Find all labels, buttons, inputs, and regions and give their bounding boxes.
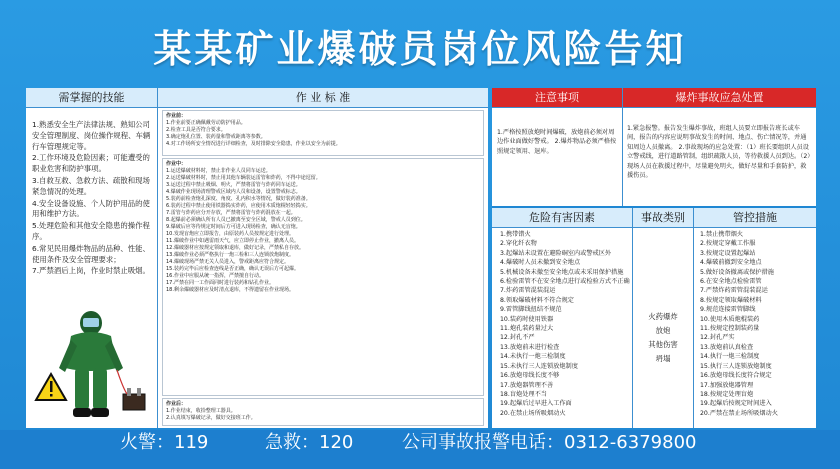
accident-type-item: 其他伤害 <box>648 340 678 349</box>
during-work-item: 5.装药前检查炮孔深度、角度、孔内积水等情况，做好装药准备。 <box>166 196 311 202</box>
controls-header <box>694 208 816 228</box>
accident-type-item: 火药爆炸 <box>648 312 678 321</box>
work-standard-header <box>158 88 488 108</box>
skill-item: 6.常见民用爆炸物品的品种、性能、使用条件及安全管理要求； <box>32 243 150 264</box>
accident-type-list <box>635 310 691 366</box>
post-work-label: 作业后： <box>166 401 187 407</box>
control-list <box>700 230 812 418</box>
hazard-item: 18.盲炮处理不当 <box>500 390 547 398</box>
control-item: 19.起爆后按规定时间进入 <box>700 400 772 408</box>
skill-item: 4.安全设备设施、个人防护用品的使用和维护方法。 <box>32 198 150 219</box>
during-work-item: 3.运送过程中禁止吸烟、明火，严禁将雷管与炸药同车运送。 <box>166 182 301 188</box>
control-item: 10.使用木质炮棍装药 <box>700 315 760 323</box>
during-work-item: 13.爆破作业必须严格执行一炮三检和三人连锁放炮制度。 <box>166 252 294 258</box>
hazard-item: 7.炸药雷管混装混运 <box>500 287 556 295</box>
control-item: 1.禁止携带烟火 <box>700 231 744 238</box>
detonator-box-icon <box>117 370 145 410</box>
control-item: 6.在安全地点检验雷管 <box>700 278 762 286</box>
during-work-label: 作业中： <box>166 161 187 167</box>
pre-work-list <box>166 120 480 148</box>
emergency-text: 1.紧急报警。报告发生爆炸事故，班组人员要立即报告班长或车间，报告的内容应说明事故发生的时间、地点、伤亡情况等，并通知周边人员撤离。 2.事故现场的应急处置：（1）班长要组织人员设立警戒线，进行道路管制，组织疏散人员，等待救援人员到达。（2）现场人员在救援过程中，尽量避免明火，做好尽量和手套防护，救援伤员。 <box>627 125 811 180</box>
right-panel <box>492 88 816 428</box>
during-work-item: 12.爆破器材应按规定领取和退库，做好记录，严禁私自存放。 <box>166 245 304 251</box>
skills-panel <box>26 88 488 428</box>
skill-item: 3.自救互救、急救方法、疏散和现场紧急情况的处理。 <box>32 175 150 196</box>
control-item: 4.爆破前撤到安全地点 <box>700 259 762 267</box>
post-work-list <box>166 408 480 422</box>
hazard-item: 19.起爆后过早进入工作面 <box>500 400 572 408</box>
during-work-item: 9.爆破后应等待规定时间后方可进入现场检查，确认无盲炮。 <box>166 224 301 230</box>
hazard-item: 8.领取爆破材料不符合规定 <box>500 296 574 304</box>
accident-type-header-label: 事故类别 <box>641 211 685 224</box>
during-work-item: 15.装药完毕后应检查连线是否正确，确认无误后方可起爆。 <box>166 266 299 272</box>
controls-header-label: 管控措施 <box>733 211 777 224</box>
pre-work-item: 1.作业前要正确佩戴劳动防护用品。 <box>166 120 246 126</box>
control-item: 15.执行三人连锁放炮制度 <box>700 362 772 370</box>
control-item: 7.严禁炸药雷管混装混运 <box>700 287 768 295</box>
skills-header-label: 需掌握的技能 <box>58 91 125 104</box>
pre-work-label: 作业前： <box>166 113 187 119</box>
hazard-item: 2.穿化纤衣物 <box>500 240 537 248</box>
during-work-list <box>166 168 480 294</box>
notes-header-label: 注意事项 <box>535 91 579 104</box>
fire-hotline: 火警：119 <box>120 432 209 453</box>
pre-work-item: 2.检查工具是否符合要求。 <box>166 127 226 133</box>
company-report-hotline: 公司事故报警电话：0312-6379800 <box>402 432 697 453</box>
post-work-box <box>162 398 484 426</box>
accident-type-item: 放炮 <box>655 326 671 335</box>
during-work-item: 1.运送爆破材料时，禁止非作业人员同车运送。 <box>166 168 271 174</box>
during-work-item: 8.起爆前必须确认所有人员已撤离至安全区域，警戒人员到位。 <box>166 217 306 223</box>
control-item: 14.执行一炮三检制度 <box>700 353 760 361</box>
control-item: 20.严禁在禁止场所吸烟动火 <box>700 409 778 417</box>
skills-header <box>26 88 157 108</box>
post-work-item: 2.认真填写爆破记录，做好交接班工作。 <box>166 415 256 421</box>
hazard-item: 9.雷管脚线扭结不规范 <box>500 306 562 314</box>
hazard-item: 1.携带错火 <box>500 231 531 238</box>
during-work-item: 7.雷管与炸药应分开存放，严禁将雷管与炸药混放在一起。 <box>166 210 296 216</box>
control-item: 9.规范连接雷管脚线 <box>700 306 756 314</box>
during-work-item: 14.爆破现场严禁无关人员进入，警戒距离应符合规定。 <box>166 259 289 265</box>
control-item: 13.放炮前认真检查 <box>700 343 754 351</box>
pre-work-item: 4.对工作场所安全情况进行详细检查，及时排除安全隐患，作业以安全为前提。 <box>166 141 341 147</box>
during-work-item: 16.作业中应服从统一指挥，严禁擅自行动。 <box>166 273 264 279</box>
control-item: 16.放炮母线长度符合规定 <box>700 372 772 380</box>
during-work-item: 6.装药过程中禁止使用铁器捣实炸药，应使用木质炮棍轻轻捣实。 <box>166 203 311 209</box>
bomb-suit-worker-icon <box>31 310 151 425</box>
emergency-header-label: 爆炸事故应急处置 <box>675 91 764 104</box>
skill-item: 5.处理危险和其他安全隐患的操作程序。 <box>32 221 150 241</box>
hazard-item: 10.装药时使用铁器 <box>500 315 554 323</box>
control-item: 18.按规定处理盲炮 <box>700 390 754 398</box>
skill-item: 1.熟悉安全生产法律法规、熟知公司安全管理制度、岗位操作规程、车辆行车管理规定等。 <box>32 120 151 151</box>
hazard-item: 15.未执行三人连锁放炮制度 <box>500 362 578 370</box>
accident-type-header <box>633 208 693 228</box>
hazard-item: 13.放炮前未进行检查 <box>500 343 560 351</box>
during-work-item: 17.严禁在同一工作面同时进行装药和钻孔作业。 <box>166 280 274 286</box>
hazard-item: 17.放炮器管理不善 <box>500 381 554 389</box>
accident-type-item: 坍塌 <box>655 354 671 363</box>
emergency-header <box>623 88 816 108</box>
hazard-item: 4.爆破时人员未撤到安全地点 <box>500 259 581 267</box>
warning-triangle-icon <box>36 374 66 400</box>
hazard-item: 12.封孔不严 <box>500 334 535 342</box>
hazard-item: 11.炮孔装药量过大 <box>500 325 554 333</box>
during-work-box <box>162 158 484 396</box>
skill-item: 7.严禁酒后上岗，作业时禁止吸烟。 <box>32 266 150 276</box>
pre-work-item: 3.确定炮孔位置、装药量和警戒距离等参数。 <box>166 134 266 140</box>
skill-item: 2.工作环境及危险因素；可能遭受的职业危害和防护事项。 <box>32 153 150 174</box>
hazard-item: 14.未执行一炮三检制度 <box>500 353 566 361</box>
control-item: 11.按规定控制装药量 <box>700 325 760 333</box>
notes-header <box>492 88 622 108</box>
control-item: 12.封孔严实 <box>700 334 735 342</box>
during-work-item: 18.剩余爆破器材应及时清点退库，不得遗留在作业现场。 <box>166 287 294 293</box>
hazard-item: 20.在禁止场所吸烟动火 <box>500 409 566 417</box>
ambulance-hotline: 急救：120 <box>265 432 354 453</box>
hazards-header <box>492 208 632 228</box>
during-work-item: 11.爆破作业中如遇雷雨天气，应立即停止作业，撤离人员。 <box>166 238 299 244</box>
control-item: 3.按规定设置起爆站 <box>700 249 756 257</box>
notes-text: 1.严格按照放炮时间爆破，放炮前必须对周边作业面做好警戒。 2.爆炸物品必须严格按照规定领用、退库。 <box>497 129 617 155</box>
hazard-list <box>500 230 630 418</box>
hazards-header-label: 危险有害因素 <box>529 211 595 224</box>
control-item: 2.按规定穿戴工作服 <box>700 240 756 248</box>
footer-bar <box>0 430 840 469</box>
control-item: 8.按规定领取爆破材料 <box>700 296 762 304</box>
hazard-item: 16.放炮母线长度不够 <box>500 372 560 380</box>
control-item: 5.做好设备撤离或保护措施 <box>700 268 774 276</box>
during-work-item: 10.发现盲炮应立即报告，由原装药人员按规定进行处理。 <box>166 231 294 237</box>
work-standard-header-label: 作 业 标 准 <box>295 91 351 104</box>
pre-work-box <box>162 110 484 156</box>
page-title: 某某矿业爆破员岗位风险告知 <box>153 27 687 71</box>
control-item: 17.加强放炮器管理 <box>700 381 754 389</box>
hazard-item: 5.机械设备未撤至安全地点或未采用保护措施 <box>500 268 624 276</box>
skills-list <box>32 120 152 278</box>
hazard-item: 3.起爆站未设置在避险硐室内或警戒区外 <box>500 249 612 257</box>
during-work-item: 4.爆破作业现场清理警戒区域内人员和设备，设置警戒标志。 <box>166 189 301 195</box>
hazard-item: 6.检验雷管不在安全地点进行或检验方式不正确 <box>500 278 630 286</box>
during-work-item: 2.运送爆破材料时，禁止用其他车辆装运雷管和炸药，不得中途逗留。 <box>166 175 321 181</box>
post-work-item: 1.作业结束，收拾整理工器具。 <box>166 408 236 414</box>
